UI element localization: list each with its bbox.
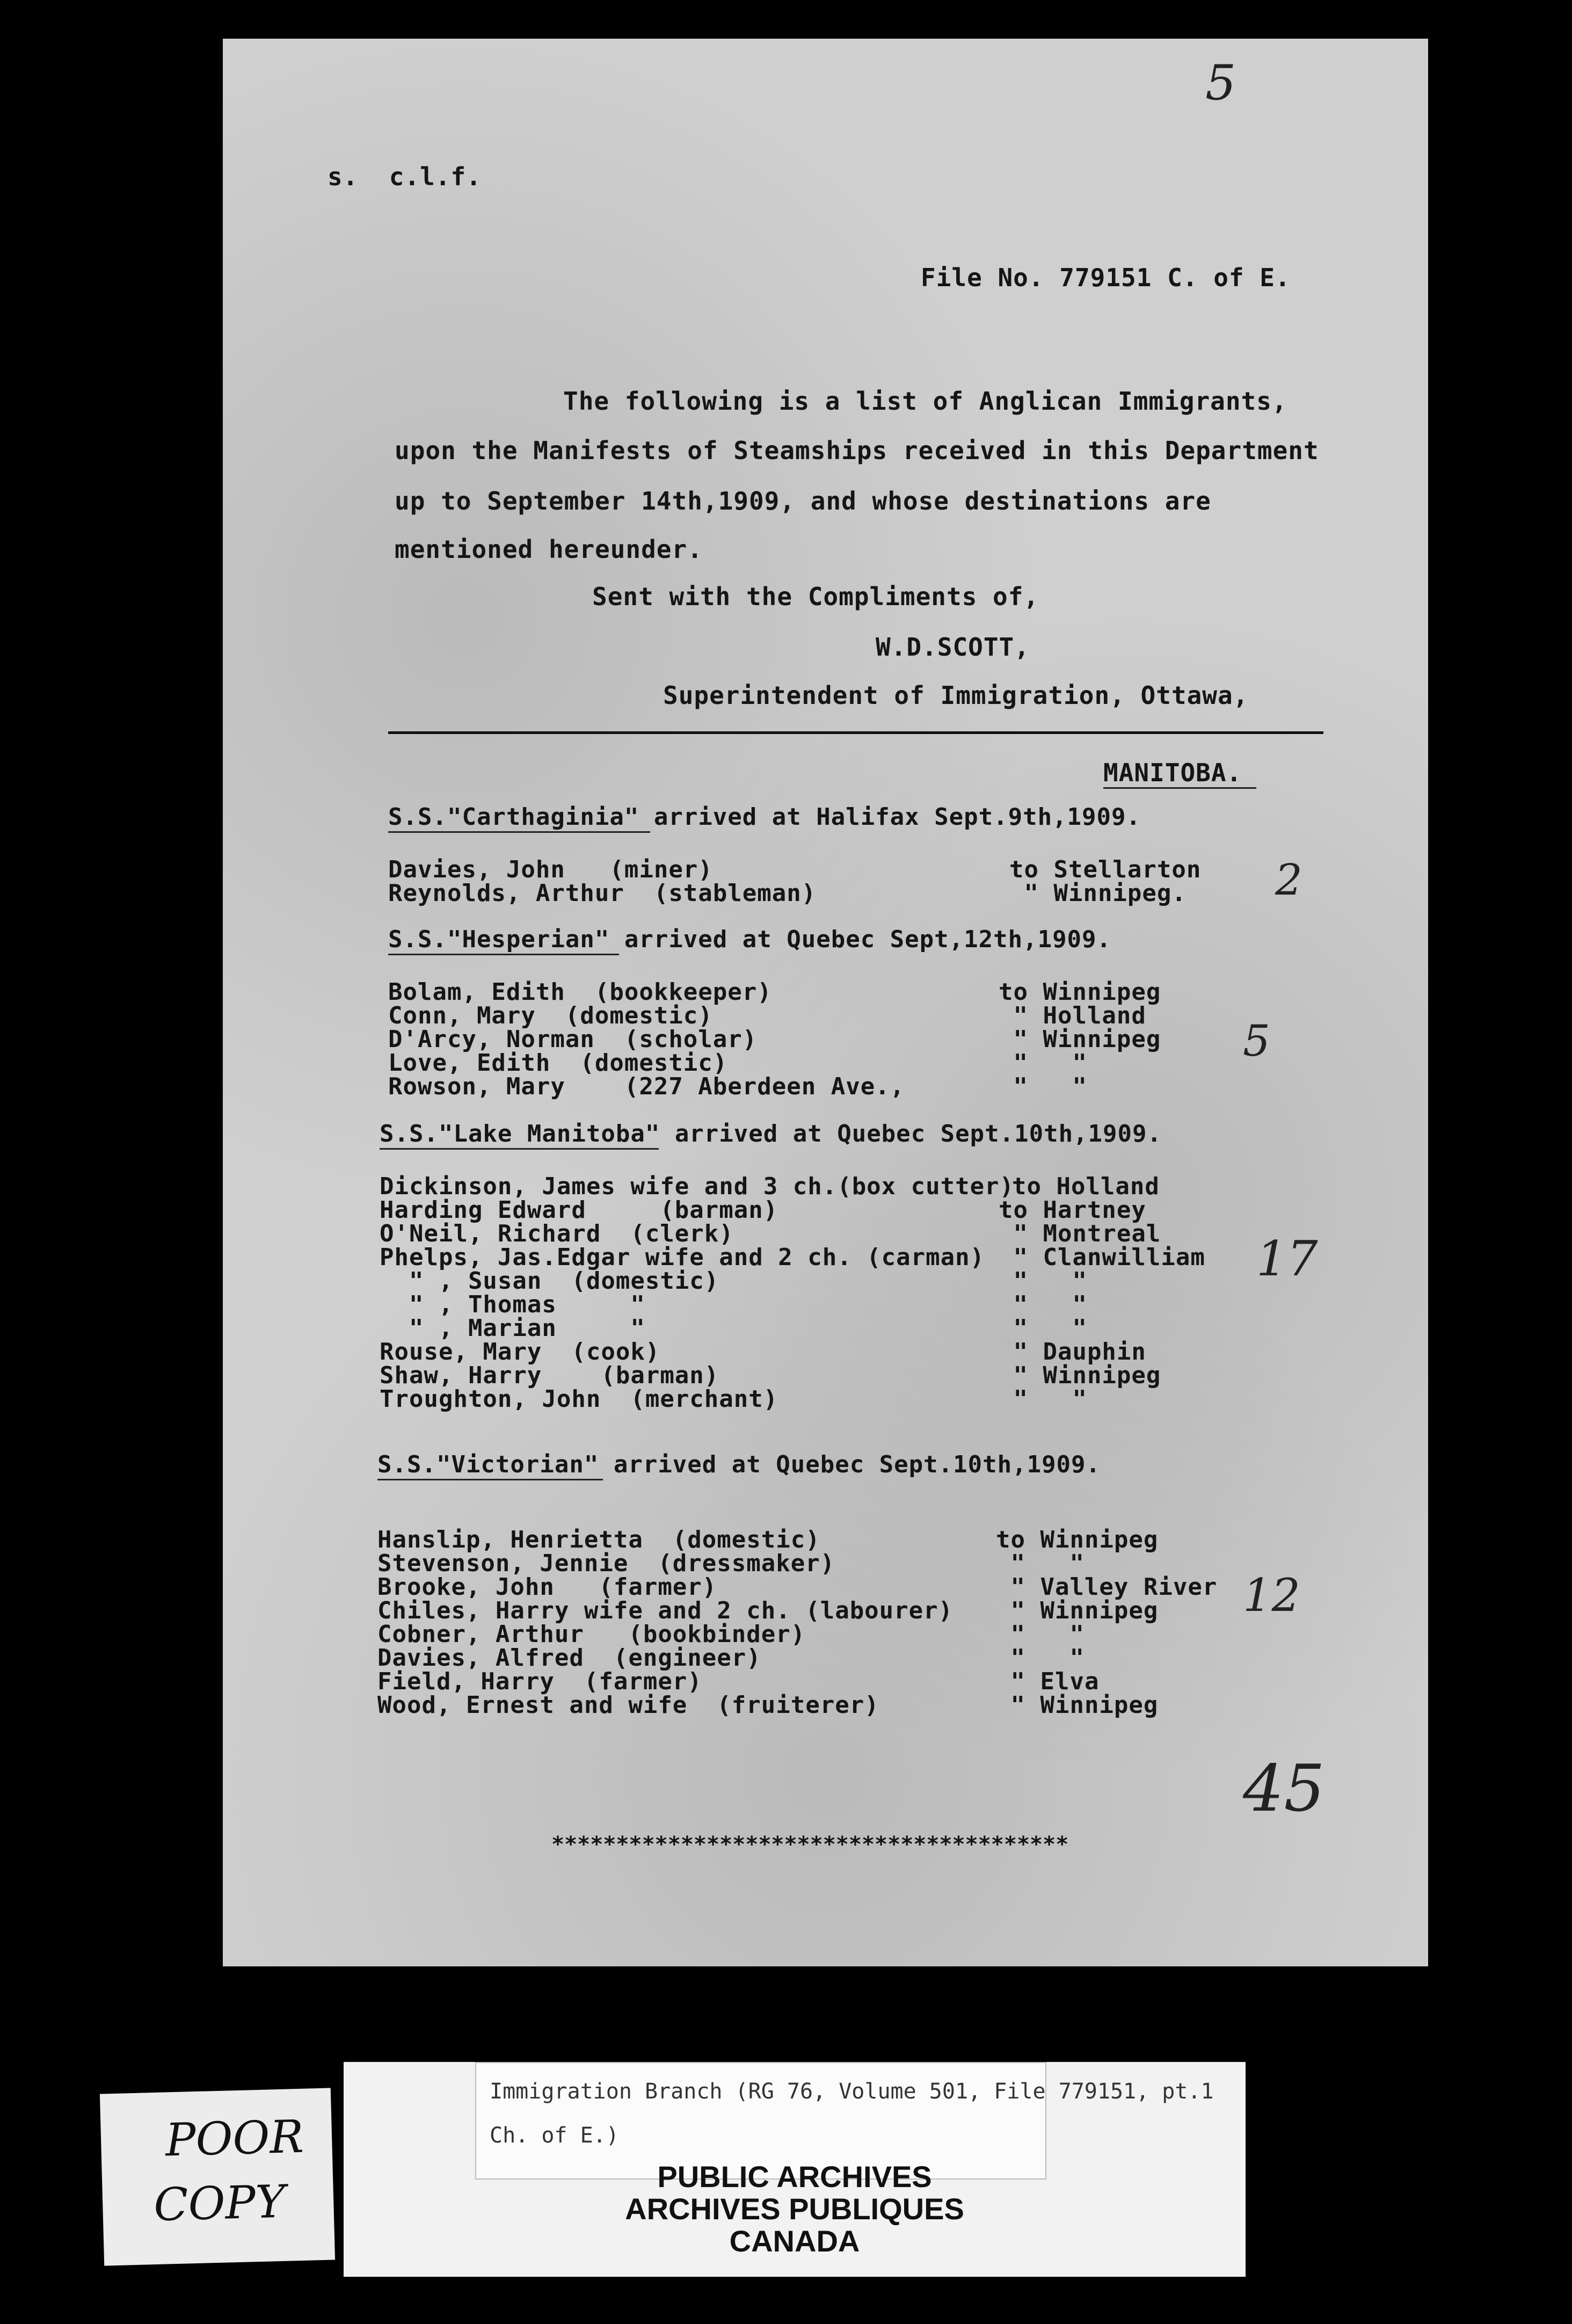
entry-destination: " Dauphin [999, 1338, 1146, 1366]
entry-name: O'Neil, Richard (clerk) [380, 1220, 734, 1247]
entry-name: Wood, Ernest and wife (fruiterer) [377, 1691, 879, 1719]
ship-underline [388, 831, 650, 833]
entry-name: Love, Edith (domestic) [388, 1049, 728, 1077]
signatory-name: W.D.SCOTT, [876, 633, 1030, 662]
province-heading: MANITOBA. [1103, 758, 1242, 787]
poor-copy-note [100, 2088, 335, 2265]
entry-name: Phelps, Jas.Edgar wife and 2 ch. (carman) [380, 1244, 985, 1271]
entry-name: Conn, Mary (domestic) [388, 1002, 713, 1029]
archive-name-french: ARCHIVES PUBLIQUES [625, 2192, 964, 2226]
ship-header-lake-manitoba: S.S."Lake Manitoba" arrived at Quebec Sept.10th,1909. [380, 1120, 1162, 1148]
count-hesperian: 5 [1243, 1016, 1270, 1066]
intro-line-3: up to September 14th,1909, and whose destinations are [395, 486, 1211, 515]
reference-line-2: Ch. of E.) [490, 2123, 619, 2148]
page-number-handwritten: 5 [1205, 55, 1236, 111]
entry-destination: to Stellarton [1009, 856, 1202, 883]
entry-name: Chiles, Harry wife and 2 ch. (labourer) [377, 1597, 954, 1624]
entry-destination: " " [996, 1550, 1085, 1577]
entry-destination: " Clanwilliam [999, 1244, 1205, 1271]
entry-destination: " " [996, 1621, 1085, 1648]
count-victorian: 12 [1243, 1569, 1300, 1622]
entry-destination: " " [996, 1644, 1085, 1672]
entry-name: Shaw, Harry (barman) [380, 1362, 719, 1389]
entry-destination: " Winnipeg [999, 1026, 1161, 1053]
reference-line-1: Immigration Branch (RG 76, Volume 501, File 779151, pt.1 [490, 2079, 1214, 2104]
entry-name: Bolam, Edith (bookkeeper) [388, 978, 772, 1006]
intro-line-1: The following is a list of Anglican Immigrants, [563, 387, 1287, 416]
entry-destination: " " [999, 1267, 1087, 1295]
archive-name-english: PUBLIC ARCHIVES [657, 2160, 932, 2194]
signatory-title: Superintendent of Immigration, Ottawa, [663, 681, 1249, 710]
intro-line-2: upon the Manifests of Steamships received in this Department [395, 436, 1319, 465]
ship-underline [380, 1148, 659, 1150]
entry-destination: " " [999, 1073, 1087, 1100]
entry-name: " , Thomas " [380, 1291, 645, 1318]
count-carthaginia: 2 [1275, 855, 1302, 905]
poor-copy-line-2: COPY [153, 2175, 286, 2232]
entry-name: Davies, John (miner) [388, 856, 713, 883]
province-underline [1103, 787, 1256, 789]
entry-destination: " " [999, 1049, 1087, 1077]
ship-underline [377, 1479, 603, 1480]
archive-country: CANADA [729, 2224, 860, 2258]
ship-underline [388, 954, 619, 955]
count-lake-manitoba: 17 [1256, 1231, 1318, 1287]
entry-destination: " Montreal [999, 1220, 1161, 1247]
intro-line-4: mentioned hereunder. [395, 535, 703, 564]
entry-destination: " Valley River [996, 1573, 1218, 1601]
entry-name: Troughton, John (merchant) [380, 1385, 778, 1413]
entry-name: Davies, Alfred (engineer) [377, 1644, 761, 1672]
entry-destination: to Holland [1012, 1173, 1160, 1200]
poor-copy-line-1: POOR [164, 2110, 304, 2167]
entry-destination: " " [999, 1314, 1087, 1342]
entry-name: Rowson, Mary (227 Aberdeen Ave., [388, 1073, 905, 1100]
entry-destination: to Winnipeg [996, 1526, 1159, 1553]
compliments-line: Sent with the Compliments of, [592, 582, 1039, 611]
entry-name: Brooke, John (farmer) [377, 1573, 717, 1601]
ship-header-hesperian: S.S."Hesperian" arrived at Quebec Sept,12th,1909. [388, 926, 1112, 953]
entry-name: " , Marian " [380, 1314, 645, 1342]
entry-name: " , Susan (domestic) [380, 1267, 719, 1295]
entry-destination: " Winnipeg. [1009, 880, 1187, 907]
entry-destination: " Elva [996, 1668, 1100, 1695]
entry-destination: " Winnipeg [996, 1597, 1159, 1624]
entry-name: Stevenson, Jennie (dressmaker) [377, 1550, 835, 1577]
total-count: 45 [1243, 1752, 1325, 1826]
document-page [223, 39, 1428, 1966]
entry-name: Reynolds, Arthur (stableman) [388, 880, 817, 907]
archive-label [344, 2062, 1246, 2277]
entry-destination: " " [999, 1385, 1087, 1413]
entry-name: Harding Edward (barman) [380, 1196, 778, 1224]
entry-name: D'Arcy, Norman (scholar) [388, 1026, 758, 1053]
entry-name: Dickinson, James wife and 3 ch.(box cutter) [380, 1173, 1015, 1200]
entry-destination: to Hartney [999, 1196, 1146, 1224]
entry-name: Hanslip, Henrietta (domestic) [377, 1526, 820, 1553]
entry-destination: " Winnipeg [999, 1362, 1161, 1389]
entry-destination: " " [999, 1291, 1087, 1318]
entry-destination: " Holland [999, 1002, 1146, 1029]
ship-header-victorian: S.S."Victorian" arrived at Quebec Sept.10th,1909. [377, 1451, 1101, 1478]
entry-name: Field, Harry (farmer) [377, 1668, 702, 1695]
entry-destination: " Winnipeg [996, 1691, 1159, 1719]
file-number: File No. 779151 C. of E. [921, 263, 1291, 292]
entry-destination: to Winnipeg [999, 978, 1161, 1006]
corner-reference: s. c.l.f. [328, 162, 482, 191]
entry-name: Rouse, Mary (cook) [380, 1338, 660, 1366]
ship-header-carthaginia: S.S."Carthaginia" arrived at Halifax Sept.9th,1909. [388, 803, 1141, 831]
entry-name: Cobner, Arthur (bookbinder) [377, 1621, 806, 1648]
horizontal-rule [388, 731, 1323, 734]
footer-asterisks: **************************************** [551, 1832, 1069, 1857]
